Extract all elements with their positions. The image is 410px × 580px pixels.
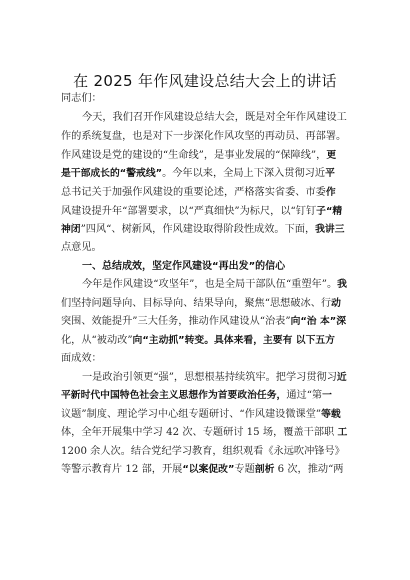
body-line <box>82 110 347 125</box>
body-line <box>61 222 345 237</box>
bold-text: 平 <box>325 168 335 179</box>
bold-text: 子“精 <box>316 206 343 217</box>
bold-text: 向“主动抓”转变。具体来看，主要有 以下五方 <box>132 335 335 346</box>
text-run: 专题 <box>234 464 255 475</box>
text-run: ”四风“、树新风，作风建设取得阶段性成效。下面， <box>80 224 316 235</box>
text-run: 今年是作风建设“攻坚年”，也是全局干部队伍“重塑年”。 <box>82 279 338 290</box>
bold-text: 等载 <box>321 409 341 420</box>
body-line <box>61 462 343 477</box>
text-run: 化，从“被动改” <box>61 335 133 346</box>
body-line <box>61 407 341 422</box>
text-run: 等警示教育片 12 部，开展 <box>61 464 183 475</box>
body-line <box>61 425 347 440</box>
text-run: 一是政治引领更“强”，思想根基持续筑牢。把学习贯彻习 <box>82 372 337 383</box>
body-line <box>61 333 335 348</box>
body-line <box>82 370 347 385</box>
text-run: 6 次，推动“两 <box>274 464 344 475</box>
text-run: 作风建设是党的建设的“生命线”，是事业发展的“保障线”， <box>61 150 327 161</box>
text-run: 通过“第 <box>286 390 323 401</box>
bold-text: 工 <box>337 427 348 438</box>
bold-text: 我 <box>337 279 347 290</box>
bold-text: 剖析 <box>254 464 275 475</box>
body-line <box>61 185 336 200</box>
bold-text: 向“治 本”深 <box>290 316 347 327</box>
text-run: 议题”制度、理论学习中心组专题研讨、“作风建设微课堂” <box>61 409 322 420</box>
text-run: 1200 余人次。结合党纪学习教育，组织观看《永远吹冲锋号》 <box>61 446 345 457</box>
bold-text: “以案促改” <box>182 464 235 475</box>
bold-text: 近 <box>336 372 347 383</box>
text-run: 们坚持问题导向、目标导向、结果导向，聚焦“思想破冰、行 <box>61 298 332 309</box>
bold-text: 动 <box>331 298 341 309</box>
body-line <box>61 296 341 311</box>
body-line <box>61 351 102 366</box>
body-line <box>61 148 336 163</box>
body-line <box>61 166 335 181</box>
bold-text: 神闭 <box>61 224 81 235</box>
bold-text: 平新时代中国特色社会主义思想作为首要政治任务， <box>61 390 287 401</box>
text-run: 体，全年开展集中学习 42 次、专题研讨 15 场，覆盖干部职 <box>61 427 338 438</box>
body-line <box>61 129 346 144</box>
body-line <box>61 314 346 329</box>
salutation: 同志们： <box>61 93 102 104</box>
text-run: 突围、效能提升”三大任务，推动作风建设从“治表” <box>61 316 291 327</box>
bold-text: 一 <box>322 390 332 401</box>
body-line <box>61 240 102 255</box>
text-run: 。今年以来，全局上下深入贯彻习近 <box>162 168 326 179</box>
bold-text: 作 <box>325 187 336 198</box>
text-run: 总书记关于加强作风建设的重要论述，严格落实省委、市委 <box>61 187 326 198</box>
text-run: 风建设提升年“部署要求，以“严真细快”为标尺，以“钉钉 <box>61 206 317 217</box>
body-line <box>61 388 332 403</box>
text-run: 点意见。 <box>61 242 102 253</box>
body-line <box>61 204 342 219</box>
text-run: 一、总结成效，坚定作风建设“再出发”的信心 <box>82 261 286 272</box>
body-line <box>82 277 347 292</box>
text-run: 今天，我们召开作风建设总结大会，既是对全年作风建设工 <box>82 112 347 123</box>
document-title: 在 2025 年作风建设总结大会上的讲话 <box>73 72 337 90</box>
bold-text: 是干部成长的“警戒线” <box>61 168 163 179</box>
bold-text: 更 <box>326 150 337 161</box>
section-heading <box>82 259 285 274</box>
bold-text: 我讲三 <box>315 224 345 235</box>
body-line <box>61 444 345 459</box>
text-run: 面成效： <box>61 353 102 364</box>
text-run: 作的系统复盘，也是对下一步深化作风攻坚的再动员、再部署。 <box>61 131 347 142</box>
